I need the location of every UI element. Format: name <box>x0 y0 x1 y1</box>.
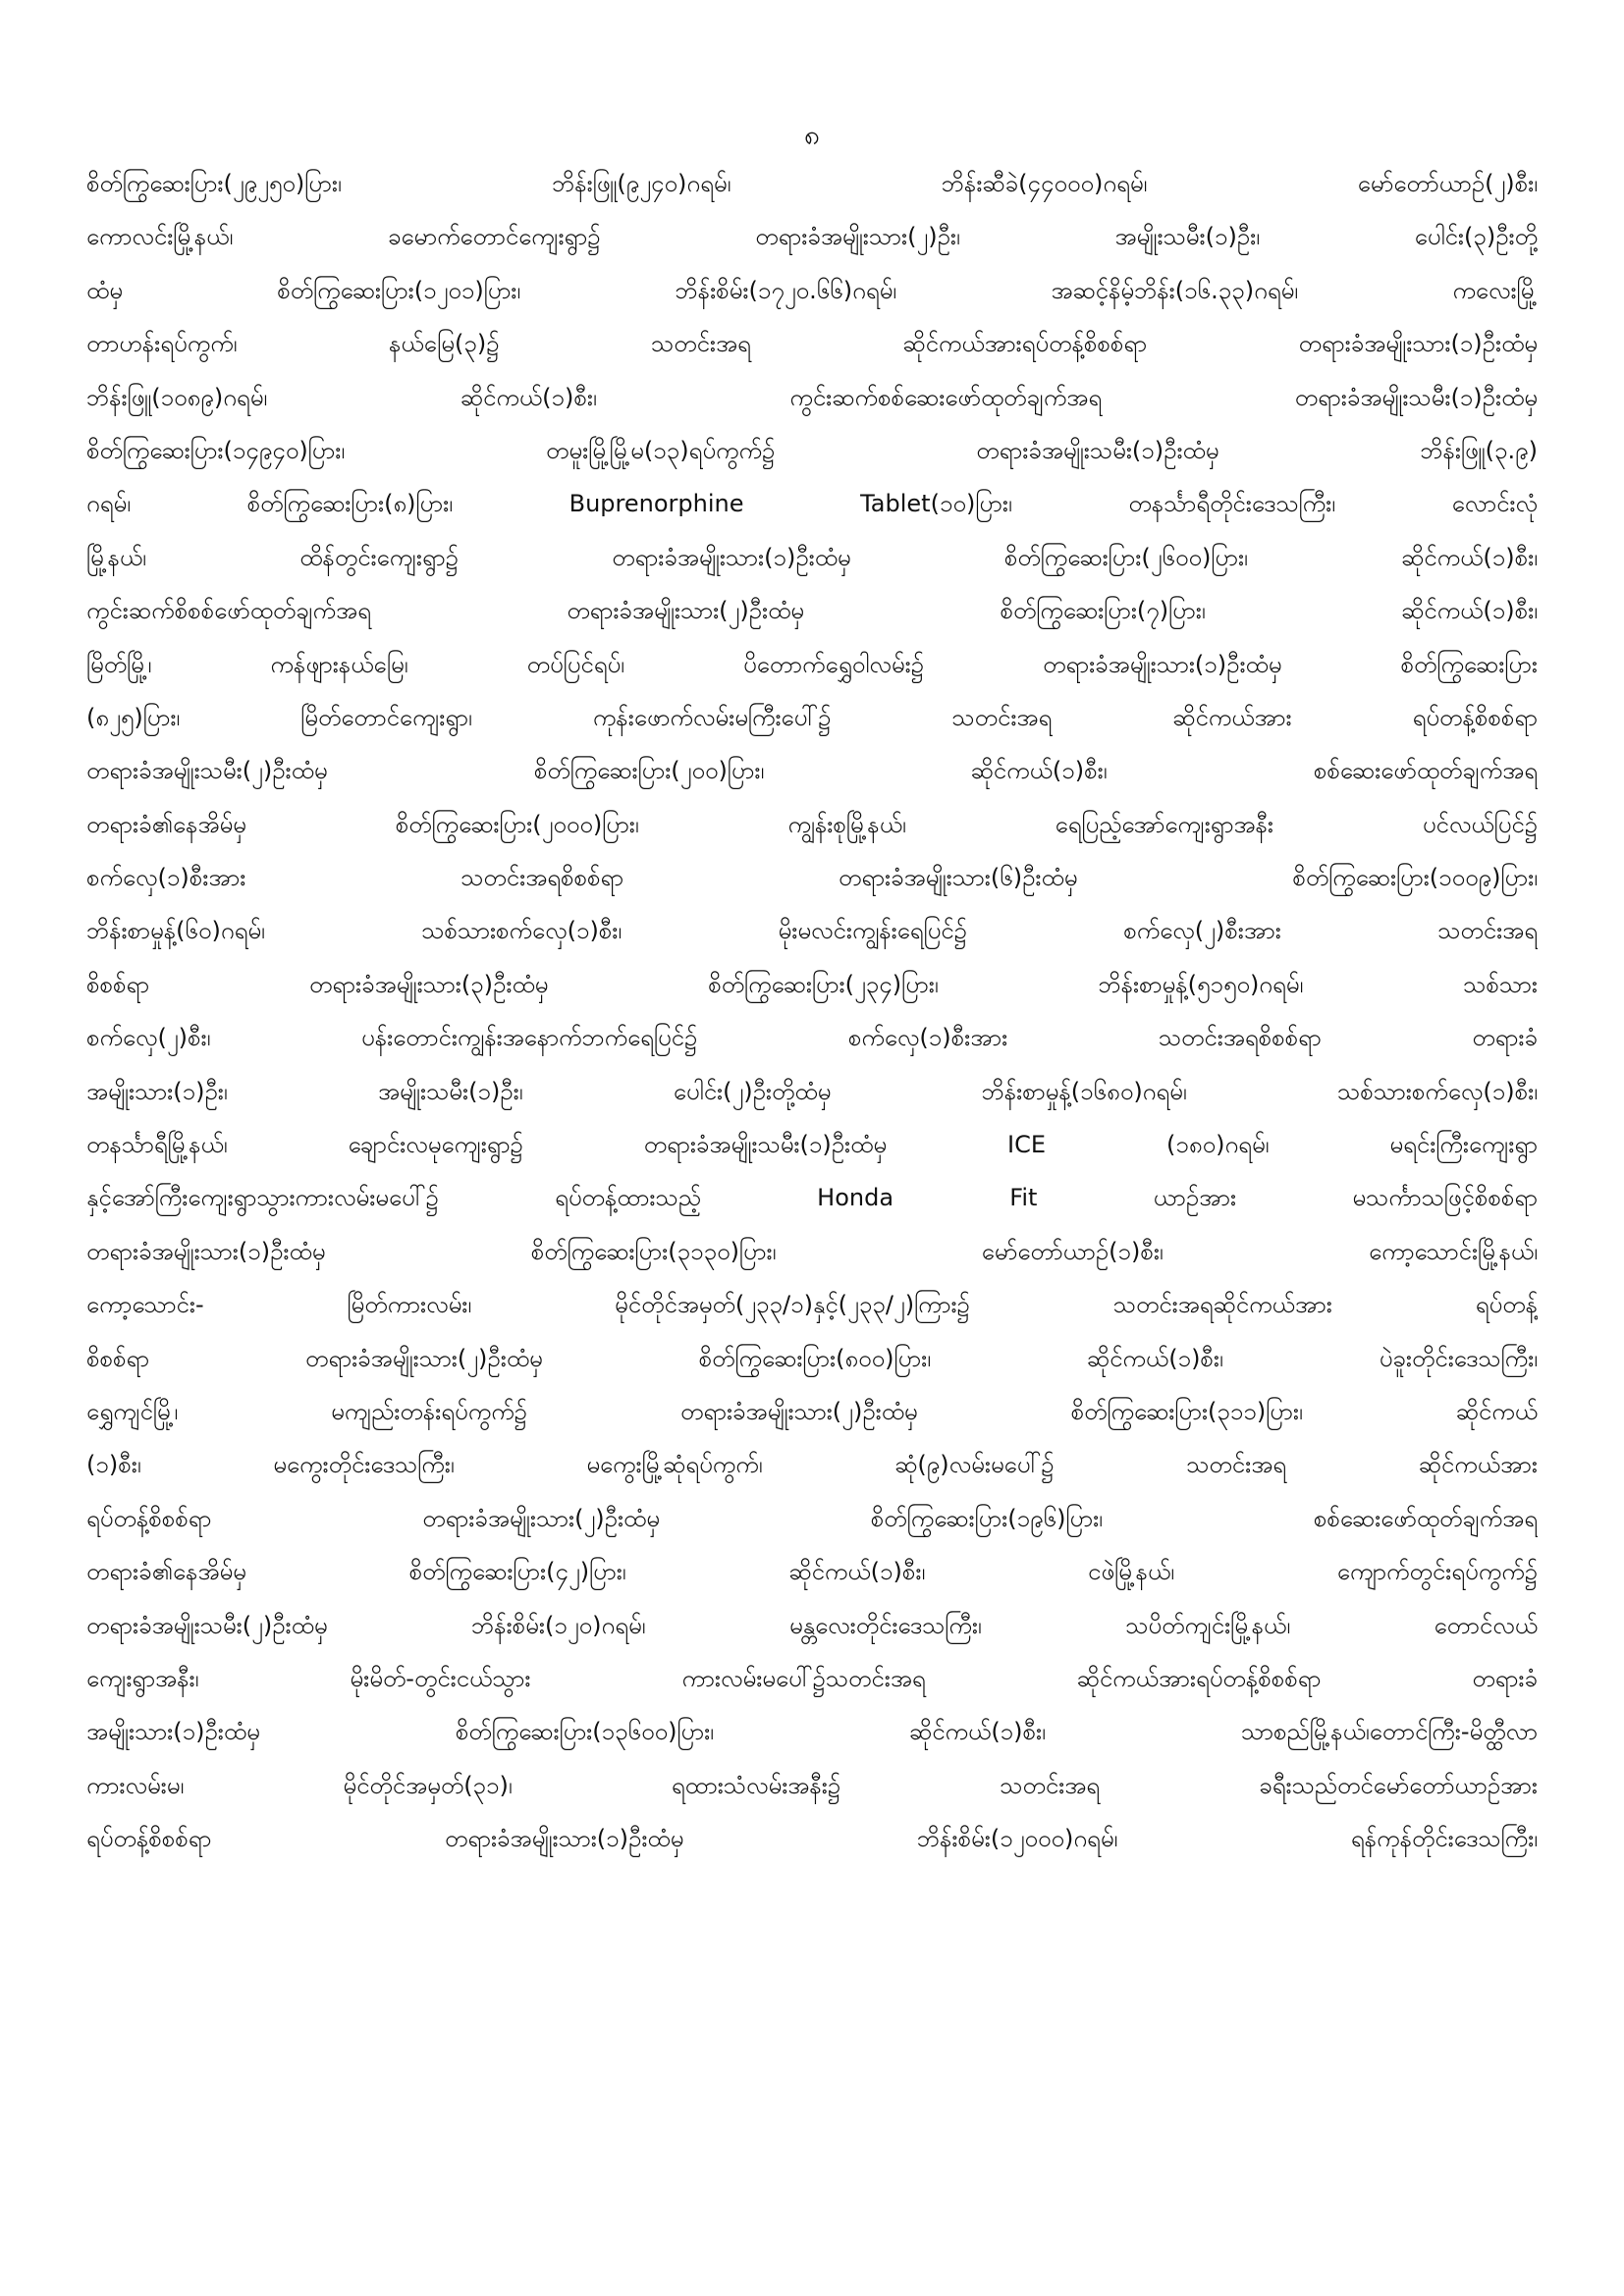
text-line: စိစစ်ရာ တရားခံအမျိုးသား(၂)ဦးထံမှ စိတ်ကြွဆေးပြား(၈၀၀)ပြား၊ ဆိုင်ကယ်(၁)စီး၊ ပဲခူးတိုင်းဒေသကြီး၊ <box>86 1344 1538 1372</box>
text-line: စက်လှေ(၁)စီးအား သတင်းအရစိစစ်ရာ တရားခံအမျိုးသား(၆)ဦးထံမှ စိတ်ကြွဆေးပြား(၁၀၀၉)ပြား၊ <box>86 864 1538 892</box>
text-line: စိတ်ကြွဆေးပြား(၂၉၂၅၀)ပြား၊ ဘိန်းဖြူ(၉၂၄၀)ဂရမ်၊ ဘိန်းဆီခဲ(၄၄၀၀၀)ဂရမ်၊ မော်တော်ယာဉ်(၂)စီး၊ <box>86 170 1538 197</box>
text-line: ဘိန်းစာမှုန့်(၆၀)ဂရမ်၊ သစ်သားစက်လှေ(၁)စီး၊ မိုးမလင်းကျွန်းရေပြင်၌ စက်လှေ(၂)စီးအား သတင်းအရ <box>86 917 1538 945</box>
text-line: ကောလင်းမြို့နယ်၊ ခမောက်တောင်ကျေးရွာ၌ တရားခံအမျိုးသား(၂)ဦး၊ အမျိုးသမီး(၁)ဦး၊ ပေါင်း(၃)ဦးတို့ <box>86 223 1538 251</box>
text-line: ကျေးရွာအနီး၊ မိုးမိတ်-တွင်းငယ်သွား ကားလမ်းမပေါ်၌သတင်းအရ ဆိုင်ကယ်အားရပ်တန့်စိစစ်ရာ တရားခံ <box>86 1664 1538 1692</box>
text-line: နှင့်အော်ကြီးကျေးရွာသွားကားလမ်းမပေါ်၌ ရပ်တန့်ထားသည့် Honda Fit ယာဉ်အား မသင်္ကာသဖြင့်စိစစ်ရာ <box>86 1184 1538 1212</box>
text-line: (၁)စီး၊ မကွေးတိုင်းဒေသကြီး၊ မကွေးမြို့ဆုံရပ်ကွက်၊ ဆုံ(၉)လမ်းမပေါ်၌ သတင်းအရ ဆိုင်ကယ်အား <box>86 1451 1538 1479</box>
text-line: တရားခံအမျိုးသမီး(၂)ဦးထံမှ စိတ်ကြွဆေးပြား(၂၀၀)ပြား၊ ဆိုင်ကယ်(၁)စီး၊ စစ်ဆေးဖော်ထုတ်ချက်အရ <box>86 757 1538 785</box>
text-line: (၈၂၅)ပြား၊ မြိတ်တောင်ကျေးရွာ၊ ကုန်းဖောက်လမ်းမကြီးပေါ်၌ သတင်းအရ ဆိုင်ကယ်အား ရပ်တန့်စိစစ်ရာ <box>86 703 1538 731</box>
text-line: ရပ်တန့်စိစစ်ရာ တရားခံအမျိုးသား(၁)ဦးထံမှ ဘိန်းစိမ်း(၁၂၀၀၀)ဂရမ်၊ ရန်ကုန်တိုင်းဒေသကြီး၊ <box>86 1825 1538 1853</box>
text-line: တရားခံ၏နေအိမ်မှ စိတ်ကြွဆေးပြား(၄၂)ပြား၊ ဆိုင်ကယ်(၁)စီး၊ ငဖဲမြို့နယ်၊ ကျောက်တွင်းရပ်ကွက်၌ <box>86 1558 1538 1586</box>
text-line: စိတ်ကြွဆေးပြား(၁၄၉၄၀)ပြား၊ တမူးမြို့မြို့မ(၁၃)ရပ်ကွက်၌ တရားခံအမျိုးသမီး(၁)ဦးထံမှ ဘိန်းဖြူ(၃.၉) <box>86 436 1538 464</box>
text-line: တရားခံ၏နေအိမ်မှ စိတ်ကြွဆေးပြား(၂၀၀၀)ပြား၊ ကျွန်းစုမြို့နယ်၊ ရေပြည့်အော်ကျေးရွာအနီး ပင်လယ်ပြင်၌ <box>86 810 1538 838</box>
text-line: တနင်္သာရီမြို့နယ်၊ ချောင်းလမုကျေးရွာ၌ တရားခံအမျိုးသမီး(၁)ဦးထံမှ ICE (၁၈၀)ဂရမ်၊ မရင်းကြီးကျေးရွာ <box>86 1131 1538 1159</box>
text-line: ကော့သောင်း- မြိတ်ကားလမ်း၊ မိုင်တိုင်အမှတ်(၂၃၃/၁)နှင့်(၂၃၃/၂)ကြား၌ သတင်းအရဆိုင်ကယ်အား ရပ်တန့် <box>86 1291 1538 1319</box>
text-line: တရားခံအမျိုးသမီး(၂)ဦးထံမှ ဘိန်းစိမ်း(၁၂၀)ဂရမ်၊ မန္တလေးတိုင်းဒေသကြီး၊ သပိတ်ကျင်းမြို့နယ်၊ တောင်လယ် <box>86 1611 1538 1639</box>
text-line: ရွှေကျင်မြို့၊ မကျည်းတန်းရပ်ကွက်၌ တရားခံအမျိုးသား(၂)ဦးထံမှ စိတ်ကြွဆေးပြား(၃၁၁)ပြား၊ ဆိုင်ကယ် <box>86 1397 1538 1425</box>
text-line: ထံမှ စိတ်ကြွဆေးပြား(၁၂၀၁)ပြား၊ ဘိန်းစိမ်း(၁၇၂၀.၆၆)ဂရမ်၊ အဆင့်နိမ့်ဘိန်း(၁၆.၃၃)ဂရမ်၊ ကလေးမြို့ <box>86 276 1538 304</box>
text-line: အမျိုးသား(၁)ဦးထံမှ စိတ်ကြွဆေးပြား(၁၃၆၀၀)ပြား၊ ဆိုင်ကယ်(၁)စီး၊ သာစည်မြို့နယ်၊တောင်ကြီး-မိတ္ထီလာ <box>86 1718 1538 1746</box>
text-line: ရပ်တန့်စိစစ်ရာ တရားခံအမျိုးသား(၂)ဦးထံမှ စိတ်ကြွဆေးပြား(၁၉၆)ပြား၊ စစ်ဆေးဖော်ထုတ်ချက်အရ <box>86 1504 1538 1532</box>
text-line: တာဟန်းရပ်ကွက်၊ နယ်မြေ(၃)၌ သတင်းအရ ဆိုင်ကယ်အားရပ်တန့်စိစစ်ရာ တရားခံအမျိုးသား(၁)ဦးထံမှ <box>86 330 1538 358</box>
text-line: ဘိန်းဖြူ(၁၀၈၉)ဂရမ်၊ ဆိုင်ကယ်(၁)စီး၊ ကွင်းဆက်စစ်ဆေးဖော်ထုတ်ချက်အရ တရားခံအမျိုးသမီး(၁)ဦးထံမှ <box>86 383 1538 411</box>
text-line: စိစစ်ရာ တရားခံအမျိုးသား(၃)ဦးထံမှ စိတ်ကြွဆေးပြား(၂၃၄)ပြား၊ ဘိန်းစာမှုန့်(၅၁၅၀)ဂရမ်၊ သစ်သား <box>86 970 1538 998</box>
text-line: အမျိုးသား(၁)ဦး၊ အမျိုးသမီး(၁)ဦး၊ ပေါင်း(၂)ဦးတို့ထံမှ ဘိန်းစာမှုန့်(၁၆၈၀)ဂရမ်၊ သစ်သားစက်လှေ(၁)စီး၊ <box>86 1077 1538 1105</box>
text-line: မြို့နယ်၊ ထိန်တွင်းကျေးရွာ၌ တရားခံအမျိုးသား(၁)ဦးထံမှ စိတ်ကြွဆေးပြား(၂၆၀၀)ပြား၊ ဆိုင်ကယ်(၁)စီး၊ <box>86 543 1538 571</box>
text-line: စက်လှေ(၂)စီး၊ ပန်းတောင်းကျွန်းအနောက်ဘက်ရေပြင်၌ စက်လှေ(၁)စီးအား သတင်းအရစိစစ်ရာ တရားခံ <box>86 1024 1538 1052</box>
text-line: ဂရမ်၊ စိတ်ကြွဆေးပြား(၈)ပြား၊ Buprenorphine Tablet(၁၀)ပြား၊ တနင်္သာရီတိုင်းဒေသကြီး၊ လောင်းလုံ <box>86 490 1538 518</box>
page-number: ၈ <box>804 119 820 151</box>
text-line: ကွင်းဆက်စိစစ်ဖော်ထုတ်ချက်အရ တရားခံအမျိုးသား(၂)ဦးထံမှ စိတ်ကြွဆေးပြား(၇)ပြား၊ ဆိုင်ကယ်(၁)စီး၊ <box>86 597 1538 625</box>
text-line: မြိတ်မြို့၊ ကန်ဖျားနယ်မြေ၊ တပ်ပြင်ရပ်၊ ပိတောက်ရွှေဝါလမ်း၌ တရားခံအမျိုးသား(၁)ဦးထံမှ စိတ်ကြွဆေးပြား <box>86 650 1538 678</box>
text-line: တရားခံအမျိုးသား(၁)ဦးထံမှ စိတ်ကြွဆေးပြား(၃၁၃၀)ပြား၊ မော်တော်ယာဉ်(၁)စီး၊ ကော့သောင်းမြို့နယ်၊ <box>86 1237 1538 1265</box>
body-text <box>86 157 1538 1866</box>
text-line: ကားလမ်းမ၊ မိုင်တိုင်အမှတ်(၃၁)၊ ရထားသံလမ်းအနီး၌ သတင်းအရ ခရီးသည်တင်မော်တော်ယာဉ်အား <box>86 1771 1538 1799</box>
